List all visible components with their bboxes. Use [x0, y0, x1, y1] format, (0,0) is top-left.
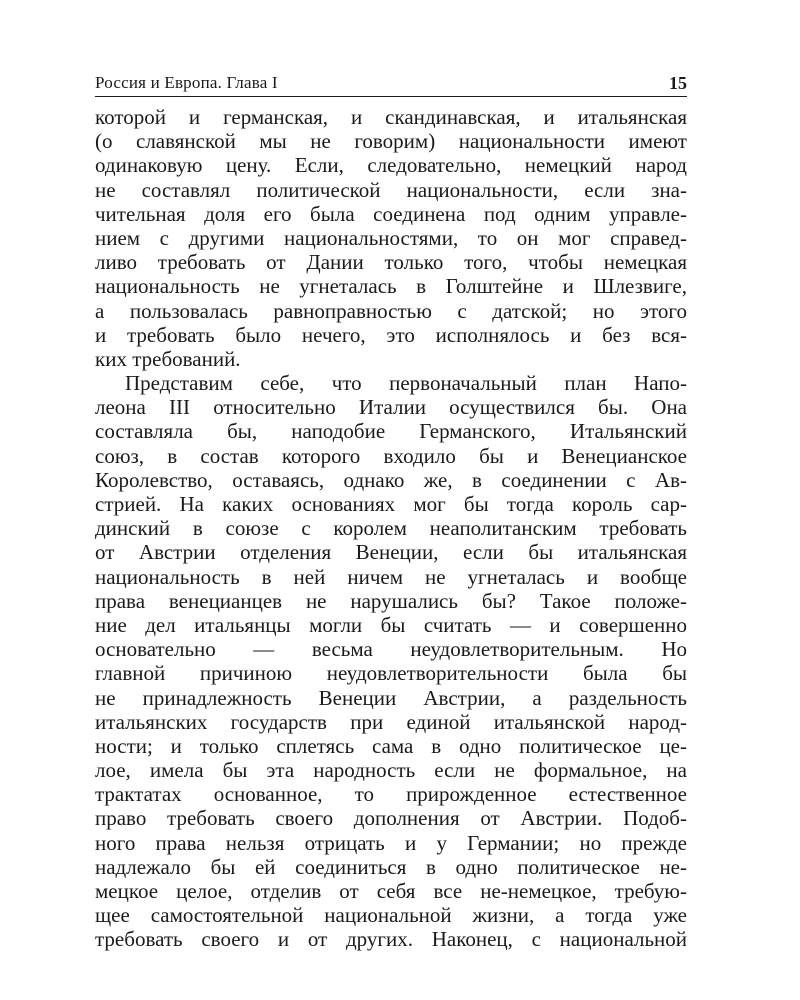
paragraph-first-line: Представим себе, что первоначальный план Напо- — [125, 371, 687, 396]
text-line: и требовать было нечего, это исполнялось и без вся- — [95, 322, 687, 347]
text-line: мецкое целое, отделив от себя все не-немецкое, требую- — [95, 879, 687, 903]
text-line: (о славянской мы не говорим) национальности имеют — [95, 129, 687, 154]
text-line: от Австрии отделения Венеции, если бы итальянская — [95, 540, 687, 565]
text-line: не принадлежность Венеции Австрии, а раздельность — [95, 685, 687, 710]
text-line: ливо требовать от Дании только того, чтобы немецкая — [95, 250, 687, 275]
text-line: трактатах основанное, то прирожденное естественное — [95, 782, 687, 807]
running-head — [95, 70, 687, 97]
text-line: не составлял политической национальности, если зна- — [95, 177, 687, 202]
text-line: а пользовалась равноправностью с датской; но этого — [95, 298, 687, 323]
body-text — [95, 105, 687, 952]
page-number: 15 — [669, 73, 687, 93]
text-line: национальность не угнеталась в Голштейне и Шлезвиге, — [95, 274, 687, 299]
text-line: главной причиною неудовлетворительности была бы — [95, 661, 687, 686]
book-page — [95, 70, 687, 952]
text-line: ких требований. — [95, 346, 241, 371]
text-line: национальность в ней ничем не угнеталась и вообще — [95, 564, 687, 589]
text-line: одинаковую цену. Если, следовательно, немецкий народ — [95, 153, 687, 178]
text-line: чительная доля его была соединена под одним управле- — [95, 201, 687, 226]
text-line: ние дел итальянцы могли бы считать — и совершенно — [95, 612, 687, 637]
text-line: основательно — весьма неудовлетворительным. Но — [95, 637, 687, 662]
text-line: нием с другими национальностями, то он мог справед- — [95, 225, 687, 250]
text-line: динский в союзе с королем неаполитанским требовать — [95, 516, 687, 541]
text-line: право требовать своего дополнения от Австрии. Подоб- — [95, 806, 687, 831]
text-line: лое, имела бы эта народность если не формальное, на — [95, 758, 687, 783]
text-line: права венецианцев не нарушались бы? Такое положе- — [95, 588, 687, 613]
text-line: щее самостоятельной национальной жизни, а тогда уже — [95, 903, 687, 928]
text-line: леона III относительно Италии осуществился бы. Она — [95, 395, 687, 420]
text-line: Королевство, оставаясь, однако же, в соединении с Ав- — [95, 467, 687, 492]
text-line: составляла бы, наподобие Германского, Итальянский — [95, 419, 687, 444]
text-line: надлежало бы ей соединиться в одно политическое не- — [95, 854, 687, 879]
text-line: которой и германская, и скандинавская, и итальянская — [95, 105, 687, 129]
text-line: итальянских государств при единой итальянской народ- — [95, 709, 687, 734]
text-line: требовать своего и от других. Наконец, с национальной — [95, 927, 687, 952]
text-line: стрией. На каких основаниях мог бы тогда король сар- — [95, 492, 687, 516]
text-line: ного права нельзя отрицать и у Германии; но прежде — [95, 830, 687, 855]
text-line: ности; и только сплетясь сама в одно политическое це- — [95, 733, 687, 758]
running-title: Россия и Европа. Глава I — [95, 73, 278, 92]
text-line: союз, в состав которого входило бы и Венецианское — [95, 443, 687, 468]
